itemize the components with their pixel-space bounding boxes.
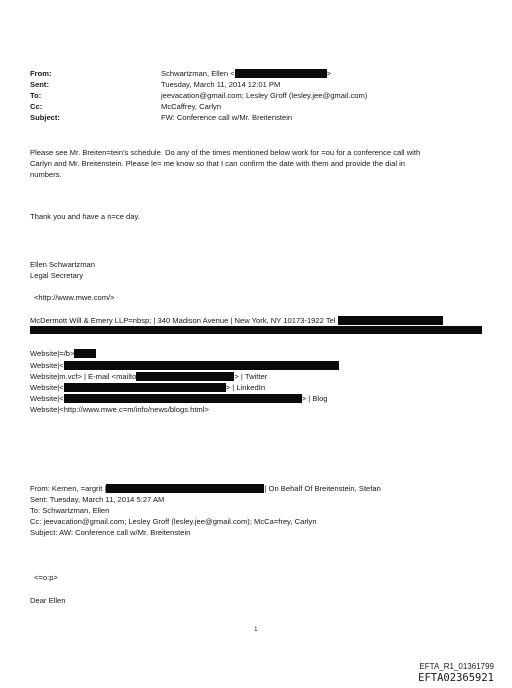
to-label: To: <box>30 91 42 100</box>
bates-number-secondary: EFTA02365921 <box>418 672 494 684</box>
sent-value: Tuesday, March 11, 2014 12:01 PM <box>161 80 281 89</box>
markup-artifact: <=o:p> <box>34 573 58 582</box>
bates-number-primary: EFTA_R1_01361799 <box>419 662 494 671</box>
website-line <box>30 383 265 393</box>
redaction-box <box>106 484 264 493</box>
website-line[interactable]: Website|<http://www.mwe.c=m/info/news/blogs.html> <box>30 405 209 414</box>
redaction-box <box>64 394 302 403</box>
blog-link[interactable]: > | Blog <box>301 394 328 403</box>
body-line: Please see Mr. Breiten=tein's schedule. Do any of the times mentioned below work for =ou for a conference call with <box>30 148 421 157</box>
website-text: Website|< <box>30 383 64 392</box>
website-text: Website|< <box>30 394 64 403</box>
website-line <box>30 372 267 382</box>
page-number: 1 <box>254 626 258 633</box>
cc-label: Cc: <box>30 102 43 111</box>
website-link[interactable]: <http://www.mwe.com/> <box>34 293 115 302</box>
body-line: Carlyn and Mr. Breitenstein. Please le= me know so that I can confirm the date with them and provide the dial in <box>30 159 406 168</box>
forwarded-from-tail: | On Behalf Of Breitenstein, Stefan <box>264 484 381 493</box>
subject-label: Subject: <box>30 113 60 122</box>
website-text: Website|< <box>30 361 64 370</box>
redaction-box <box>136 372 234 381</box>
website-line <box>30 394 328 404</box>
cc-value: McCaffrey, Carlyn <box>161 102 222 111</box>
website-line <box>30 349 96 359</box>
redaction-box <box>64 383 226 392</box>
forwarded-from <box>30 484 381 494</box>
linkedin-link[interactable]: > | LinkedIn <box>225 383 266 392</box>
forwarded-subject: Subject: AW: Conference call w/Mr. Breitenstein <box>30 528 191 537</box>
redaction-box <box>64 361 339 370</box>
signature-name: Ellen Schwartzman <box>30 260 95 269</box>
thanks-line: Thank you and have a n=ce day. <box>30 212 140 221</box>
greeting: Dear Ellen <box>30 596 66 605</box>
forwarded-cc: Cc: jeevacation@gmail.com; Lesley Groff (lesley.jee@gmail.com); McCa=frey, Carlyn <box>30 517 317 526</box>
signature-title: Legal Secretary <box>30 271 84 280</box>
website-text: Website|=/b> <box>30 349 75 358</box>
forwarded-sent: Sent: Tuesday, March 11, 2014 5:27 AM <box>30 495 165 504</box>
subject-value: FW: Conference call w/Mr. Breitenstein <box>161 113 293 122</box>
from-name: Schwartzman, Ellen < <box>161 69 235 78</box>
redaction-box <box>30 326 482 334</box>
to-value: jeevacation@gmail.com; Lesley Groff (lesley.jee@gmail.com) <box>161 91 368 100</box>
twitter-link[interactable]: > | Twitter <box>234 372 268 381</box>
address-line <box>30 316 443 326</box>
body-line: numbers. <box>30 170 62 179</box>
redaction-box <box>338 316 443 325</box>
forwarded-from-text: From: Kernen, =argrit | <box>30 484 107 493</box>
from-tail: > <box>326 69 332 78</box>
address-text: McDermott Will & Emery LLP=nbsp; | 340 Madison Avenue | New York, NY 10173-1922 Tel <box>30 316 336 325</box>
website-line <box>30 361 339 371</box>
sent-label: Sent: <box>30 80 49 89</box>
forwarded-to: To: Schwartzman, Ellen <box>30 506 110 515</box>
redaction-box <box>74 349 96 358</box>
redaction-box <box>235 69 327 78</box>
from-label: From: <box>30 69 52 78</box>
website-text: Website|m.vcf> | E-mail <mailto <box>30 372 137 381</box>
from-value <box>161 69 331 79</box>
